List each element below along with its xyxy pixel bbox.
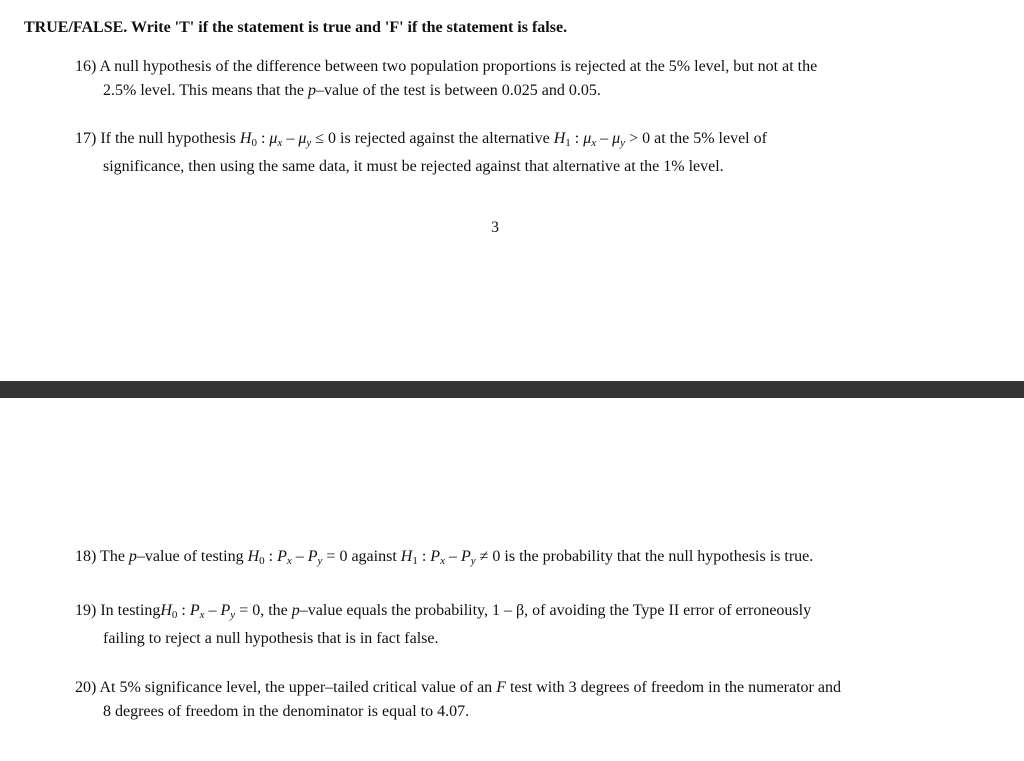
question-19-line-1: 19) In testingH0 : $P_x - P_y = 0$, the p–value equals the probability, 1 – β, of avoiding the Type II error of erroneously	[75, 602, 812, 621]
question-number: 20)	[75, 679, 97, 696]
question-20	[75, 676, 990, 724]
page-number: 3	[491, 219, 499, 236]
question-20-line-1: 20) At 5% significance level, the upper–tailed critical value of an F test with 3 degrees of freedom in the numerator and	[75, 679, 841, 696]
question-16-line-1: 16) A null hypothesis of the difference between two population proportions is rejected at the 5% level, but not at the	[75, 58, 818, 75]
question-16	[75, 55, 990, 103]
question-17-line-2: significance, then using the same data, it must be rejected against that alternative at the 1% level.	[103, 158, 724, 175]
page-divider	[0, 381, 1024, 398]
question-number: 18)	[75, 548, 97, 565]
question-17-line-1: 17) If the null hypothesis H0 : $\mu_x - \mu_y \le 0$ is rejected against the alternative H1 : $\mu_x - \mu_y > 0$ at the 5% level of	[75, 130, 767, 149]
question-19	[75, 599, 990, 651]
question-20-line-2: 8 degrees of freedom in the denominator is equal to 4.07.	[103, 703, 470, 720]
question-number: 16)	[75, 58, 97, 75]
question-16-line-2: 2.5% level. This means that the p–value of the test is between 0.025 and 0.05.	[103, 82, 601, 99]
question-18-line-1: 18) The p–value of testing H0 : $P_x - P_y = 0$ against H1 : $P_x - P_y \ne 0$ is the probability that the null hypothesis is true.	[75, 548, 814, 567]
question-number: 19)	[75, 602, 97, 619]
question-18	[75, 545, 990, 573]
question-number: 17)	[75, 130, 97, 147]
question-17	[75, 127, 990, 179]
section-heading: TRUE/FALSE. Write 'T' if the statement is true and 'F' if the statement is false.	[24, 19, 568, 36]
question-19-line-2: failing to reject a null hypothesis that is in fact false.	[103, 630, 439, 647]
